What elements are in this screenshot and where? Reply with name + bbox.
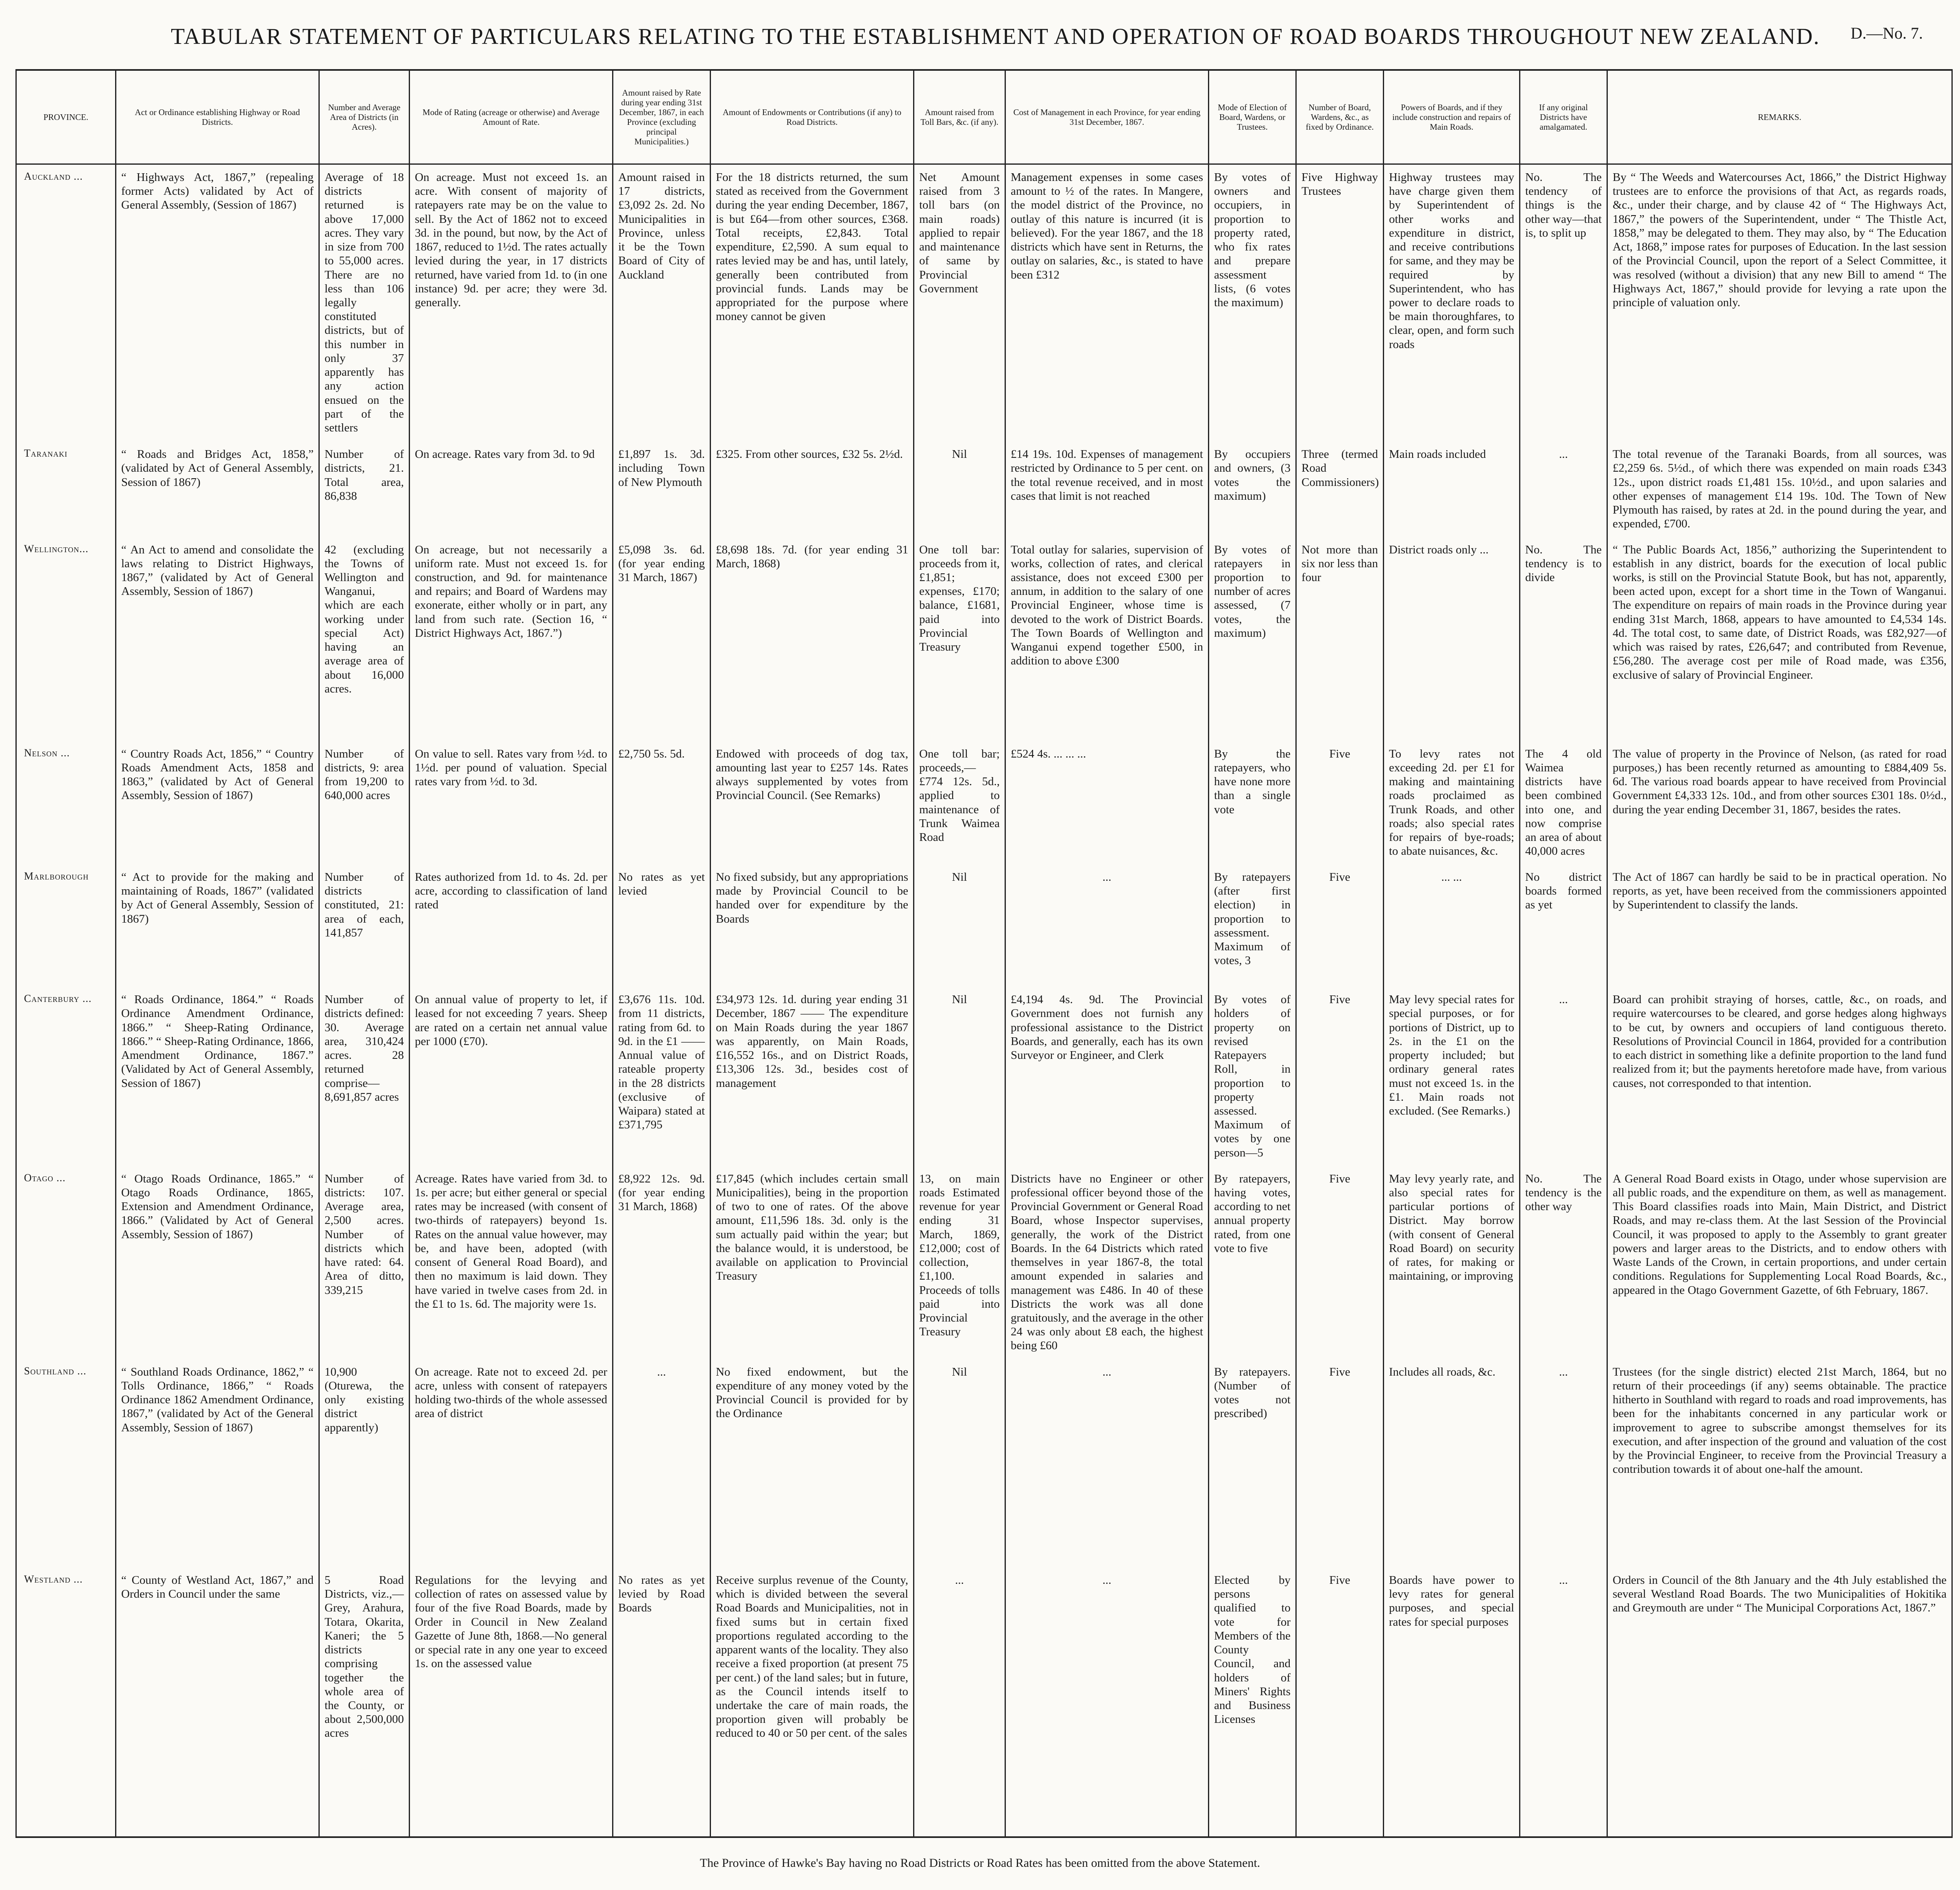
cell-endowments: £8,698 18s. 7d. (for year ending 31 March, 1868) <box>711 537 914 741</box>
cell-management: ... <box>1005 1359 1209 1568</box>
cell-raised: No rates as yet levied <box>613 864 711 987</box>
cell-management: £4,194 4s. 9d. The Provincial Government does not furnish any professional assistance to the District Boards, and generally, each has its own Surveyor or Engineer, and Clerk <box>1005 987 1209 1166</box>
cell-endowments: No fixed endowment, but the expenditure of any money voted by the Provincial Council is provided for by the Ordinance <box>711 1359 914 1568</box>
header-area: Number and Average Area of Districts (in Acres). <box>319 70 410 164</box>
cell-amalgamated: ... <box>1520 1359 1607 1568</box>
cell-raised: No rates as yet levied by Road Boards <box>613 1568 711 1837</box>
cell-tolls: Net Amount raised from 3 toll bars (on main roads) applied to repair and maintenance of same by Provincial Government <box>914 164 1005 442</box>
cell-remarks: The value of property in the Province of Nelson, (as rated for road purposes,) has been recently returned as amounting to £884,409 5s. 6d. The various road boards appear to have received from Provincial Government £4,333 12s. 10d., and from other sources £301 18s. 0½d., during the year ending December 31, 1867, besides the rates. <box>1607 741 1952 864</box>
cell-endowments: Endowed with proceeds of dog tax, amounting last year to £257 14s. Rates always supplemented by votes from Provincial Council. (See Remarks) <box>711 741 914 864</box>
header-row <box>16 70 1952 164</box>
road-boards-table <box>15 69 1953 1838</box>
cell-election: By ratepayers, having votes, according to net annual property rated, from one vote to five <box>1209 1166 1296 1359</box>
cell-powers: May levy yearly rate, and also special rates for particular portions of District. May borrow (with consent of General Road Board) on security of rates, for making or maintaining, or improving <box>1384 1166 1520 1359</box>
cell-powers: Highway trustees may have charge given them by Superintendent of other works and expenditure in district, and receive contributions for same, and they may be required by Superintendent, who has power to declare roads to be main thoroughfares, to clear, open, and form such roads <box>1384 164 1520 442</box>
cell-remarks: Board can prohibit straying of horses, cattle, &c., on roads, and require watercourses to be cleared, and gorse hedges along highways to be cut, by owners and occupiers of land contiguous thereto. Resolutions of Provincial Council in 1864, provided for a contribution to each district in something like a definite proportion to the land fund realized from it; but the payments heretofore made have, from various causes, not corresponded to that intention. <box>1607 987 1952 1166</box>
cell-remarks: Trustees (for the single district) elected 21st March, 1864, but no return of their proceedings (if any) seems obtainable. The practice hitherto in Southland with regard to roads and road improvements, has been for the inhabitants concerned in any particular work or improvement to agree to subscribe amongst themselves for its execution, and after inspection of the ground and valuation of the cost by the Provincial Engineer, to receive from the Provincial Treasury a contribution towards it of about one-half the amount. <box>1607 1359 1952 1568</box>
cell-raised: Amount raised in 17 districts, £3,092 2s. 2d. No Municipalities in Province, unless it be the Town Board of City of Auckland <box>613 164 711 442</box>
cell-raised: £2,750 5s. 5d. <box>613 741 711 864</box>
cell-election: By occupiers and owners, (3 votes the maximum) <box>1209 442 1296 537</box>
cell-province: Westland ... <box>16 1568 116 1837</box>
cell-act: “ Otago Roads Ordinance, 1865.” “ Otago Roads Ordinance, 1865, Extension and Amendment Ordinance, 1866.” (Validated by Act of General Assembly, Session of 1867) <box>116 1166 319 1359</box>
cell-number: Five <box>1296 1166 1384 1359</box>
cell-endowments: No fixed subsidy, but any appropriations made by Provincial Council to be handed over for expenditure by the Boards <box>711 864 914 987</box>
cell-endowments: £34,973 12s. 1d. during year ending 31 December, 1867 —— The expenditure on Main Roads during the year 1867 was apparently, on Main Roads, £16,552 16s., and on District Roads, £13,306 12s. 3d., besides cost of management <box>711 987 914 1166</box>
cell-number: Five <box>1296 987 1384 1166</box>
cell-tolls: ... <box>914 1568 1005 1837</box>
cell-rating: Acreage. Rates have varied from 3d. to 1s. per acre; but either general or special rates may be increased (with consent of two-thirds of ratepayers) beyond 1s. Rates on the annual value however, may be, and have been, adopted (with consent of General Road Board), and then no maximum is laid down. They have varied in twelve cases from 2d. in the £1 to 1s. 6d. The majority were 1s. <box>410 1166 613 1359</box>
header-province: PROVINCE. <box>16 70 116 164</box>
cell-act: “ Roads and Bridges Act, 1858,” (validated by Act of General Assembly, Session of 1867) <box>116 442 319 537</box>
cell-rating: On acreage. Must not exceed 1s. an acre. With consent of majority of ratepayers rate may be on the value to sell. By the Act of 1862 not to exceed 3d. in the pound, but now, by the Act of 1867, reduced to 1½d. The rates actually levied during the year, in 17 districts returned, have varied from 1d. to (in one instance) 9d. per acre; they were 3d. generally. <box>410 164 613 442</box>
cell-act: “ Highways Act, 1867,” (repealing former Acts) validated by Act of General Assembly, (Session of 1867) <box>116 164 319 442</box>
cell-tolls: 13, on main roads Estimated revenue for year ending 31 March, 1869, £12,000; cost of collection, £1,100. Proceeds of tolls paid into Provincial Treasury <box>914 1166 1005 1359</box>
cell-endowments: Receive surplus revenue of the County, which is divided between the several Road Boards and Municipalities, not in fixed sums but in certain fixed proportions regulated according to the apparent wants of the locality. They also receive a fixed proportion (at present 75 per cent.) of the land sales; but in future, as the Council intends itself to undertake the care of main roads, the proportion given will probably be reduced to 40 or 50 per cent. of the sales <box>711 1568 914 1837</box>
cell-amalgamated: No. The tendency is to divide <box>1520 537 1607 741</box>
table-row <box>16 1166 1952 1359</box>
cell-endowments: For the 18 districts returned, the sum stated as received from the Government during the year ending December, 1867, is but £64—from other sources, £368. Total receipts, £2,843. Total expenditure, £2,590. A sum equal to rates levied may be and has, until lately, generally been contributed from provincial funds. Lands may be appropriated for the purpose where money cannot be given <box>711 164 914 442</box>
cell-tolls: Nil <box>914 987 1005 1166</box>
cell-election: By votes of owners and occupiers, in proportion to property rated, who fix rates and prepare assessment lists, (6 votes the maximum) <box>1209 164 1296 442</box>
cell-province: Southland ... <box>16 1359 116 1568</box>
cell-act: “ Roads Ordinance, 1864.” “ Roads Ordinance Amendment Ordinance, 1866.” “ Sheep-Rating Ordinance, 1866.” “ Sheep-Rating Ordinance, 1866, Amendment Ordinance, 1867.” (Validated by Act of General Assembly, Session of 1867) <box>116 987 319 1166</box>
cell-powers: Boards have power to levy rates for general purposes, and special rates for special purposes <box>1384 1568 1520 1837</box>
cell-tolls: Nil <box>914 864 1005 987</box>
cell-province: Nelson ... <box>16 741 116 864</box>
header-tolls: Amount raised from Toll Bars, &c. (if any). <box>914 70 1005 164</box>
cell-amalgamated: ... <box>1520 1568 1607 1837</box>
cell-powers: ... ... <box>1384 864 1520 987</box>
header-amalgamated: If any original Districts have amalgamated. <box>1520 70 1607 164</box>
cell-raised: £1,897 1s. 3d. including Town of New Plymouth <box>613 442 711 537</box>
cell-powers: Includes all roads, &c. <box>1384 1359 1520 1568</box>
header-remarks: REMARKS. <box>1607 70 1952 164</box>
cell-act: “ Act to provide for the making and maintaining of Roads, 1867” (validated by Act of General Assembly, Session of 1867) <box>116 864 319 987</box>
table-row <box>16 164 1952 442</box>
cell-province: Canterbury ... <box>16 987 116 1166</box>
cell-management: £524 4s. ... ... ... <box>1005 741 1209 864</box>
cell-election: By votes of holders of property on revised Ratepayers Roll, in proportion to property assessed. Maximum of votes by one person—5 <box>1209 987 1296 1166</box>
cell-powers: District roads only ... <box>1384 537 1520 741</box>
cell-rating: On annual value of property to let, if leased for not exceeding 7 years. Sheep are rated on a certain net annual value per 1000 (£70). <box>410 987 613 1166</box>
cell-province: Wellington... <box>16 537 116 741</box>
cell-province: Auckland ... <box>16 164 116 442</box>
cell-remarks: A General Road Board exists in Otago, under whose supervision are all public roads, and the expenditure on them, as well as management. This Board classifies roads into Main, Main District, and District Roads, and may re-class them. At the last Session of the Provincial Council, it was proposed to apply to the Assembly to grant greater powers and larger areas to the Districts, and to endow others with Waste Lands of the Crown, in certain proportions, and under certain conditions. Regulations for Supplementing Local Road Boards, &c., appeared in the Otago Government Gazette, of 6th February, 1867. <box>1607 1166 1952 1359</box>
cell-remarks: “ The Public Boards Act, 1856,” authorizing the Superintendent to establish in any district, boards for the execution of local public works, is still on the Provincial Statute Book, but has not, apparently, been acted upon, except for a short time in the Town of Wanganui. The expenditure on repairs of main roads in the Province during year ending 31st March, 1868, appears to have amounted to £4,534 14s. 4d. The total cost, to same date, of District Roads, was £82,927—of which was raised by rates, £26,647; and contributed from Revenue, £56,280. The average cost per mile of Road made, was £356, exclusive of salary of Provincial Engineer. <box>1607 537 1952 741</box>
cell-rating: On acreage. Rates vary from 3d. to 9d <box>410 442 613 537</box>
cell-area: 10,900 (Oturewa, the only existing district apparently) <box>319 1359 410 1568</box>
cell-act: “ Country Roads Act, 1856,” “ Country Roads Amendment Acts, 1858 and 1863,” (validated by Act of General Assembly, Session of 1867) <box>116 741 319 864</box>
page-title: TABULAR STATEMENT OF PARTICULARS RELATING TO THE ESTABLISHMENT AND OPERATION OF ROAD BOARDS THROUGHOUT NEW ZEALAND. <box>171 24 1820 49</box>
cell-raised: £5,098 3s. 6d. (for year ending 31 March, 1867) <box>613 537 711 741</box>
cell-tolls: One toll bar: proceeds from it, £1,851; expenses, £170; balance, £1681, paid into Provincial Treasury <box>914 537 1005 741</box>
cell-amalgamated: No district boards formed as yet <box>1520 864 1607 987</box>
cell-amalgamated: No. The tendency of things is the other way—that is, to split up <box>1520 164 1607 442</box>
cell-amalgamated: ... <box>1520 442 1607 537</box>
cell-area: 42 (excluding the Towns of Wellington and Wanganui, which are each working under special Act) having an average area of about 16,000 acres. <box>319 537 410 741</box>
cell-management: ... <box>1005 1568 1209 1837</box>
cell-number: Five <box>1296 1568 1384 1837</box>
cell-management: Management expenses in some cases amount to ½ of the rates. In Mangere, the model district of the Province, no outlay of this nature is incurred (it is believed). For the year 1867, and the 18 districts which have sent in Returns, the outlay on salaries, &c., is stated to have been £312 <box>1005 164 1209 442</box>
cell-area: Number of districts: 107. Average area, 2,500 acres. Number of districts which have rated: 64. Area of ditto, 339,215 <box>319 1166 410 1359</box>
cell-number: Not more than six nor less than four <box>1296 537 1384 741</box>
cell-area: Average of 18 districts returned is above 17,000 acres. They vary in size from 700 to 55,000 acres. There are no less than 106 legally constituted districts, but of this number in only 37 apparently has any action ensued on the part of the settlers <box>319 164 410 442</box>
cell-amalgamated: No. The tendency is the other way <box>1520 1166 1607 1359</box>
header-powers: Powers of Boards, and if they include construction and repairs of Main Roads. <box>1384 70 1520 164</box>
cell-powers: May levy special rates for special purposes, or for portions of District, up to 2s. in the £1 on the property included; but ordinary general rates must not exceed 1s. in the £1. Main roads not excluded. (See Remarks.) <box>1384 987 1520 1166</box>
cell-remarks: The total revenue of the Taranaki Boards, from all sources, was £2,259 6s. 5½d., of which there was expended on main roads £343 12s., upon district roads £1,481 15s. 10½d., and upon salaries and other expenses of management £14 19s. 10d. The Town of New Plymouth has raised, by rates at 2d. in the pound during the year, and expended, £700. <box>1607 442 1952 537</box>
cell-amalgamated: ... <box>1520 987 1607 1166</box>
cell-area: Number of districts constituted, 21: area of each, 141,857 <box>319 864 410 987</box>
cell-area: Number of districts, 9: area from 19,200 to 640,000 acres <box>319 741 410 864</box>
cell-rating: On value to sell. Rates vary from ½d. to 1½d. per pound of valuation. Special rates vary from ½d. to 3d. <box>410 741 613 864</box>
table-row <box>16 987 1952 1166</box>
cell-raised: ... <box>613 1359 711 1568</box>
table-row <box>16 442 1952 537</box>
cell-province: Taranaki <box>16 442 116 537</box>
table-row <box>16 1359 1952 1568</box>
cell-area: 5 Road Districts, viz.,— Grey, Arahura, Totara, Okarita, Kaneri; the 5 districts comprising together the whole area of the County, or about 2,500,000 acres <box>319 1568 410 1837</box>
cell-election: By ratepayers. (Number of votes not prescribed) <box>1209 1359 1296 1568</box>
cell-province: Otago ... <box>16 1166 116 1359</box>
cell-election: By ratepayers (after first election) in proportion to assessment. Maximum of votes, 3 <box>1209 864 1296 987</box>
cell-number: Three (termed Road Commissioners) <box>1296 442 1384 537</box>
table-row <box>16 864 1952 987</box>
cell-management: Total outlay for salaries, supervision of works, collection of rates, and clerical assistance, does not exceed £300 per annum, in addition to the salary of one Provincial Engineer, whose time is devoted to the work of District Boards. The Town Boards of Wellington and Wanganui expend together £500, in addition to above £300 <box>1005 537 1209 741</box>
footnote: The Province of Hawke's Bay having no Road Districts or Road Rates has been omitted from the above Statement. <box>700 1856 1260 1870</box>
cell-management: £14 19s. 10d. Expenses of management restricted by Ordinance to 5 per cent. on the total revenue received, and in most cases that limit is not reached <box>1005 442 1209 537</box>
cell-management: Districts have no Engineer or other professional officer beyond those of the Provincial Government or General Road Board, whose Inspector supervises, generally, the work of the District Boards. In the 64 Districts which rated themselves in year 1867-8, the total amount expended in salaries and management was £486. In 40 of these Districts the work was all done gratuitously, and the average in the other 24 was only about £8 each, the highest being £60 <box>1005 1166 1209 1359</box>
cell-province: Marlborough <box>16 864 116 987</box>
table-row <box>16 1568 1952 1837</box>
cell-act: “ Southland Roads Ordinance, 1862,” “ Tolls Ordinance, 1866,” “ Roads Ordinance 1862 Amendment Ordinance, 1867,” (validated by Act of the General Assembly, Session of 1867) <box>116 1359 319 1568</box>
cell-number: Five <box>1296 741 1384 864</box>
header-rating: Mode of Rating (acreage or otherwise) and Average Amount of Rate. <box>410 70 613 164</box>
cell-tolls: Nil <box>914 442 1005 537</box>
cell-powers: Main roads included <box>1384 442 1520 537</box>
cell-act: “ An Act to amend and consolidate the laws relating to District Highways, 1867,” (validated by Act of General Assembly, Session of 1867) <box>116 537 319 741</box>
cell-powers: To levy rates not exceeding 2d. per £1 for making and maintaining roads proclaimed as Trunk Roads, and other roads; also special rates for repairs of bye-roads; to abate nuisances, &c. <box>1384 741 1520 864</box>
header-endowments: Amount of Endowments or Contributions (if any) to Road Districts. <box>711 70 914 164</box>
cell-raised: £8,922 12s. 9d. (for year ending 31 March, 1868) <box>613 1166 711 1359</box>
cell-election: Elected by persons qualified to vote for Members of the County Council, and holders of Miners' Rights and Business Licenses <box>1209 1568 1296 1837</box>
table-row <box>16 537 1952 741</box>
cell-remarks: By “ The Weeds and Watercourses Act, 1866,” the District Highway trustees are to enforce the provisions of that Act, as regards roads, &c., under their charge, and by clause 42 of “ The Highways Act, 1867,” the powers of the Superintendent, under “ The Thistle Act, 1858,” may be delegated to them. They may also, by “ The Education Act, 1868,” impose rates for purposes of Education. In the last session of the Provincial Council, upon the report of a Select Committee, it was resolved (without a division) that any new Bill to amend “ The Highways Act, 1867,” should provide for levying a rate upon the principle of valuation only. <box>1607 164 1952 442</box>
cell-number: Five <box>1296 864 1384 987</box>
cell-amalgamated: The 4 old Waimea districts have been combined into one, and now comprise an area of about 40,000 acres <box>1520 741 1607 864</box>
cell-remarks: Orders in Council of the 8th January and the 4th July established the several Westland Road Boards. The two Municipalities of Hokitika and Greymouth are under “ The Municipal Corporations Act, 1867.” <box>1607 1568 1952 1837</box>
header-raised: Amount raised by Rate during year ending 31st December, 1867, in each Province (excluding principal Municipalities.) <box>613 70 711 164</box>
cell-remarks: The Act of 1867 can hardly be said to be in practical operation. No reports, as yet, have been received from the commissioners appointed by Superintendent to classify the lands. <box>1607 864 1952 987</box>
cell-endowments: £325. From other sources, £32 5s. 2½d. <box>711 442 914 537</box>
header-election: Mode of Election of Board, Wardens, or Trustees. <box>1209 70 1296 164</box>
header-management: Cost of Management in each Province, for year ending 31st December, 1867. <box>1005 70 1209 164</box>
cell-area: Number of districts, 21. Total area, 86,838 <box>319 442 410 537</box>
cell-tolls: Nil <box>914 1359 1005 1568</box>
cell-rating: On acreage. Rate not to exceed 2d. per acre, unless with consent of ratepayers holding two-thirds of the whole assessed area of district <box>410 1359 613 1568</box>
cell-election: By the ratepayers, who have none more than a single vote <box>1209 741 1296 864</box>
document-reference: D.—No. 7. <box>1851 24 1923 42</box>
cell-tolls: One toll bar; proceeds,— £774 12s. 5d., applied to maintenance of Trunk Waimea Road <box>914 741 1005 864</box>
cell-election: By votes of ratepayers in proportion to number of acres assessed, (7 votes, the maximum) <box>1209 537 1296 741</box>
cell-rating: Rates authorized from 1d. to 4s. 2d. per acre, according to classification of land rated <box>410 864 613 987</box>
cell-raised: £3,676 11s. 10d. from 11 districts, rating from 6d. to 9d. in the £1 —— Annual value of rateable property in the 28 districts (exclusive of Waipara) stated at £371,795 <box>613 987 711 1166</box>
cell-number: Five Highway Trustees <box>1296 164 1384 442</box>
cell-area: Number of districts defined: 30. Average area, 310,424 acres. 28 returned comprise— 8,691,857 acres <box>319 987 410 1166</box>
cell-endowments: £17,845 (which includes certain small Municipalities), being in the proportion of two to one of rates. Of the above amount, £11,596 18s. 3d. only is the sum actually paid within the year; but the balance would, it is understood, be available on application to Provincial Treasury <box>711 1166 914 1359</box>
cell-rating: Regulations for the levying and collection of rates on assessed value by four of the five Road Boards, made by Order in Council in New Zealand Gazette of June 8th, 1868.—No general or special rate in any one year to exceed 1s. on the assessed value <box>410 1568 613 1837</box>
cell-act: “ County of Westland Act, 1867,” and Orders in Council under the same <box>116 1568 319 1837</box>
table-row <box>16 741 1952 864</box>
cell-rating: On acreage, but not necessarily a uniform rate. Must not exceed 1s. for construction, and 9d. for maintenance and repairs; and Board of Wardens may exonerate, either wholly or in part, any land from such rate. (Section 16, “ District Highways Act, 1867.”) <box>410 537 613 741</box>
cell-management: ... <box>1005 864 1209 987</box>
cell-number: Five <box>1296 1359 1384 1568</box>
header-number: Number of Board, Wardens, &c., as fixed by Ordinance. <box>1296 70 1384 164</box>
header-act: Act or Ordinance establishing Highway or Road Districts. <box>116 70 319 164</box>
